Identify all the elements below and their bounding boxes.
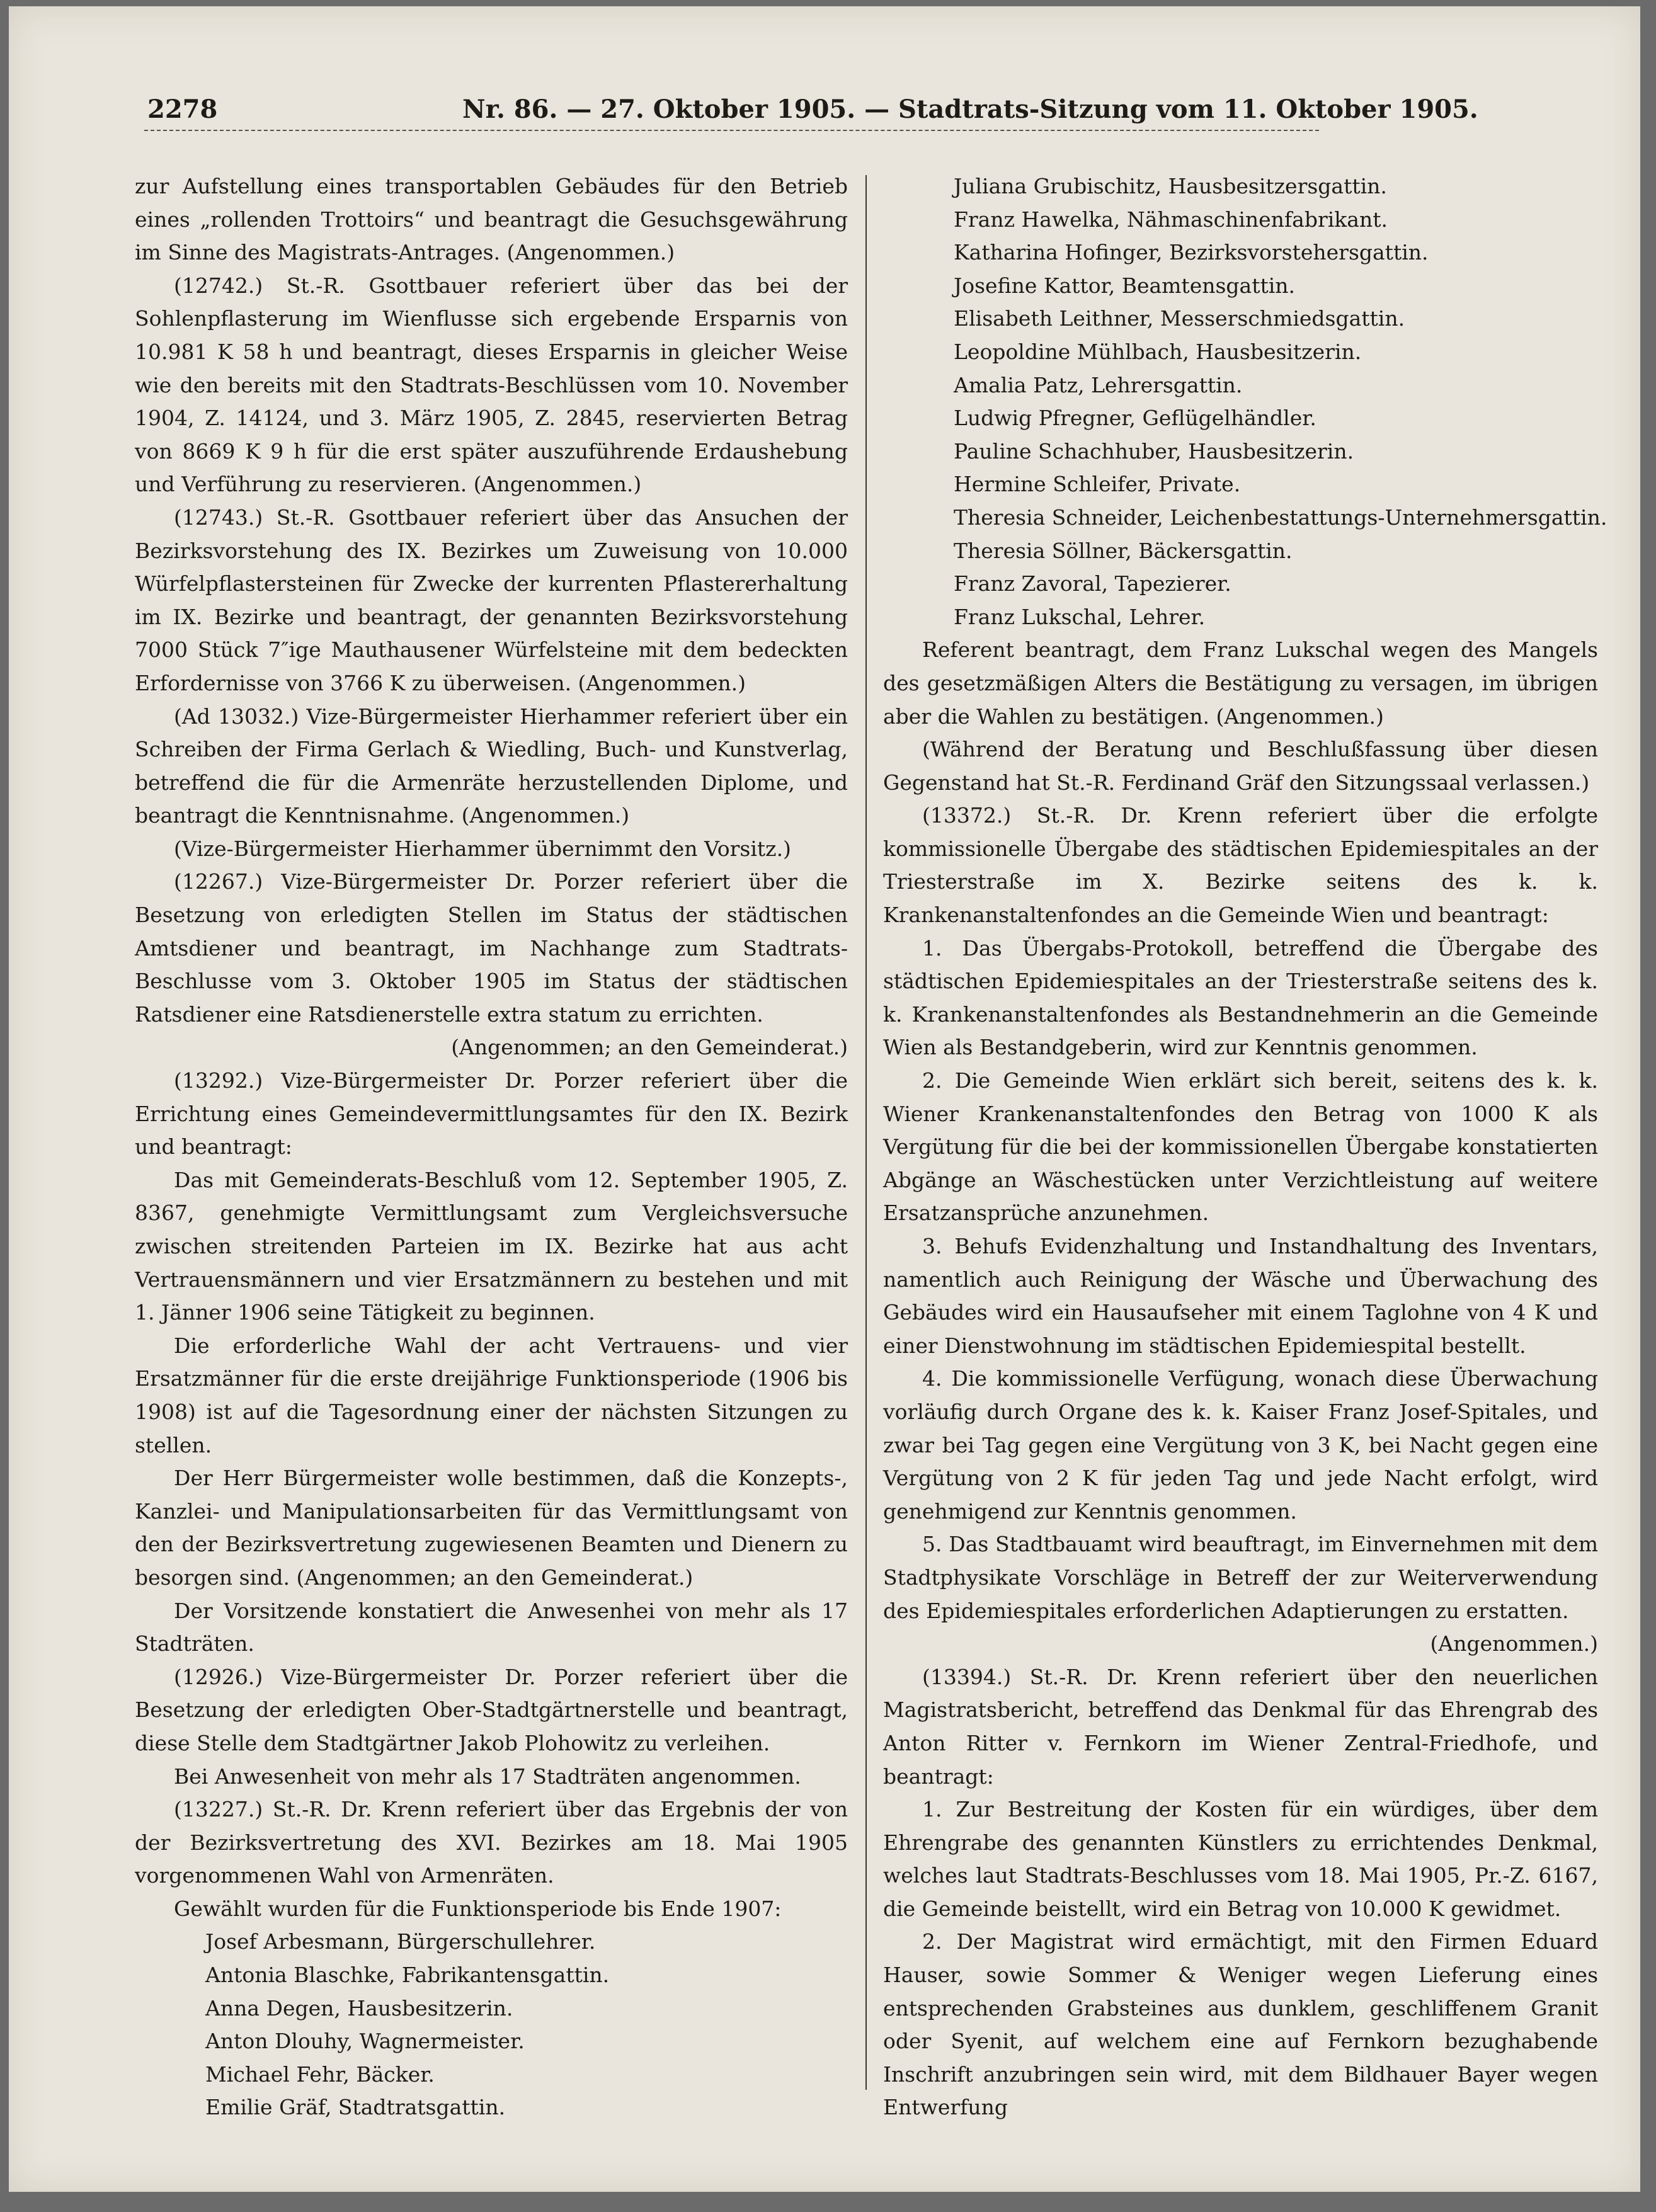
paragraph: 2. Der Magistrat wird ermächtigt, mit den Firmen Eduard Hauser, sowie Sommer & Weniger wegen Lieferung eines entsprechenden Grabsteines aus dunklem, geschliffenem Granit oder Syenit, auf welchem eine auf Fernkorn bezughabende Inschrift anzubringen sein wird, mit dem Bildhauer Bayer wegen Entwerfung [883, 1929, 1598, 2120]
paragraph: Gewählt wurden für die Funktionsperiode bis Ende 1907: [174, 1896, 782, 1921]
paragraph: 1. Das Übergabs-Protokoll, betreffend die Übergabe des städtischen Epidemiespitales an der Triesterstraße seitens des k. k. Krankenanstaltenfondes als Bestandnehmerin an die Gemeinde Wien als Bestandgeberin, wird zur Kenntnis genommen. [883, 935, 1598, 1060]
right-column [883, 170, 1607, 2124]
page-number: 2278 [147, 94, 218, 124]
list-item: Franz Zavoral, Tapezierer. [954, 571, 1231, 596]
paragraph: zur Aufstellung eines transportablen Gebäudes für den Betrieb eines „rollenden Trottoirs“ und beantragt die Gesuchsgewährung im Sinne des Magistrats-Antrages. (Angenommen.) [135, 174, 848, 265]
list-item: Antonia Blaschke, Fabrikantensgattin. [205, 1963, 610, 1988]
paragraph: (13227.) St.-R. Dr. Krenn referiert über das Ergebnis der von der Bezirksvertretung des XVI. Bezirkes am 18. Mai 1905 vorgenommenen Wahl von Armenräten. [135, 1797, 848, 1888]
paragraph: 3. Behufs Evidenzhaltung und Instandhaltung des Inventars, namentlich auch Reinigung der Wäsche und Überwachung des Gebäudes wird ein Hausaufseher mit einem Taglohne von 4 K und einer Dienstwohnung im städtischen Epidemiespital bestellt. [883, 1234, 1598, 1358]
list-item: Anna Degen, Hausbesitzerin. [205, 1995, 513, 2021]
paragraph: Referent beantragt, dem Franz Lukschal wegen des Mangels des gesetzmäßigen Alters die Bestätigung zu versagen, im übrigen aber die Wahlen zu bestätigen. (Angenommen.) [883, 637, 1598, 729]
paragraph: (12926.) Vize-Bürgermeister Dr. Porzer referiert über die Besetzung der erledigten Ober-Stadtgärtnerstelle und beantragt, diese Stelle dem Stadtgärtner Jakob Plohowitz zu verleihen. [135, 1664, 848, 1755]
paragraph: (Angenommen; an den Gemeinderat.) [451, 1035, 848, 1060]
list-item: Michael Fehr, Bäcker. [205, 2061, 435, 2087]
list-item: Anton Dlouhy, Wagnermeister. [205, 2029, 525, 2054]
paragraph: (Ad 13032.) Vize-Bürgermeister Hierhammer referiert über ein Schreiben der Firma Gerlach & Wiedling, Buch- und Kunstverlag, betreffend die für die Armenräte herzustellenden Diplome, und beantragt die Kenntnisnahme. (Angenommen.) [135, 704, 848, 828]
list-item: Franz Hawelka, Nähmaschinenfabrikant. [954, 207, 1388, 232]
list-item: Theresia Schneider, Leichenbestattungs-Unternehmersgattin. [954, 505, 1607, 530]
paragraph: Der Herr Bürgermeister wolle bestimmen, daß die Konzepts-, Kanzlei- und Manipulationsarbeiten für das Vermittlungsamt von den der Bezirksvertretung zugewiesenen Beamten und Dienern zu besorgen sind. (Angenommen; an den Gemeinderat.) [135, 1466, 848, 1590]
list-item: Ludwig Pfregner, Geflügelhändler. [954, 406, 1316, 431]
paragraph: (13372.) St.-R. Dr. Krenn referiert über die erfolgte kommissionelle Übergabe des städtischen Epidemiespitales an der Triesterstraße im X. Bezirke seitens des k. k. Krankenanstaltenfondes an die Gemeinde Wien und beantragt: [883, 803, 1598, 928]
list-item: Emilie Gräf, Stadtratsgattin. [205, 2095, 506, 2120]
paragraph: 2. Die Gemeinde Wien erklärt sich bereit, seitens des k. k. Wiener Krankenanstaltenfondes den Betrag von 1000 K als Vergütung für die bei der kommissionellen Übergabe konstatierten Abgänge an Wäschestücken unter Verzichtleistung auf weitere Ersatzansprüche anzunehmen. [883, 1068, 1598, 1226]
paragraph: (13394.) St.-R. Dr. Krenn referiert über den neuerlichen Magistratsbericht, betreffend das Denkmal für das Ehrengrab des Anton Ritter v. Fernkorn im Wiener Zentral-Friedhofe, und beantragt: [883, 1664, 1598, 1789]
header-rule [144, 130, 1319, 135]
paragraph: 1. Zur Bestreitung der Kosten für ein würdiges, über dem Ehrengrabe des genannten Künstlers zu errichtendes Denkmal, welches laut Stadtrats-Beschlusses vom 18. Mai 1905, Pr.-Z. 6167, die Gemeinde beistellt, wird ein Betrag von 10.000 K gewidmet. [883, 1797, 1598, 1921]
list-item: Elisabeth Leithner, Messerschmiedsgattin. [954, 306, 1405, 331]
newspaper-page [9, 6, 1640, 2192]
paragraph: (12267.) Vize-Bürgermeister Dr. Porzer referiert über die Besetzung von erledigten Stellen im Status der städtischen Amtsdiener und beantragt, im Nachhange zum Stadtrats-Beschlusse vom 3. Oktober 1905 im Status der städtischen Ratsdiener eine Ratsdienerstelle extra statum zu errichten. [135, 869, 848, 1027]
list-item: Pauline Schachhuber, Hausbesitzerin. [954, 438, 1354, 464]
list-item: Franz Lukschal, Lehrer. [954, 604, 1206, 629]
list-item: Juliana Grubischitz, Hausbesitzersgattin. [954, 174, 1387, 198]
paragraph: 5. Das Stadtbauamt wird beauftragt, im Einvernehmen mit dem Stadtphysikate Vorschläge in Betreff der zur Weiterverwendung des Epidemiespitales erforderlichen Adaptierungen zu erstatten. [883, 1532, 1598, 1623]
column-divider [865, 175, 867, 2090]
paragraph: Bei Anwesenheit von mehr als 17 Stadträten angenommen. [174, 1764, 801, 1789]
paragraph: Der Vorsitzende konstatiert die Anwesenhei von mehr als 17 Stadträten. [135, 1598, 848, 1656]
paragraph: (Während der Beratung und Beschlußfassung über diesen Gegenstand hat St.-R. Ferdinand Gräf den Sitzungssaal verlassen.) [883, 737, 1598, 795]
paragraph: (12742.) St.-R. Gsottbauer referiert über das bei der Sohlenpflasterung im Wienflusse sich ergebende Ersparnis von 10.981 K 58 h und beantragt, dieses Ersparnis in gleicher Weise wie den bereits mit den Stadtrats-Beschlüssen vom 10. November 1904, Z. 14124, und 3. März 1905, Z. 2845, reservierten Betrag von 8669 K 9 h für die erst später auszuführende Erdaushebung und Verführung zu reservieren. (Angenommen.) [135, 273, 848, 497]
list-item: Amalia Patz, Lehrersgattin. [954, 372, 1243, 397]
list-item: Josefine Kattor, Beamtensgattin. [954, 273, 1296, 298]
left-column [135, 170, 848, 2124]
list-item: Leopoldine Mühlbach, Hausbesitzerin. [954, 339, 1362, 364]
paragraph: (12743.) St.-R. Gsottbauer referiert über das Ansuchen der Bezirksvorstehung des IX. Bezirkes um Zuweisung von 10.000 Würfelpflastersteinen für Zwecke der kurrenten Pflastererhaltung im IX. Bezirke und beantragt, der genannten Bezirksvorstehung 7000 Stück 7″ige Mauthausener Würfelsteine mit dem bedeckten Erfordernisse von 3766 K zu überweisen. (Angenommen.) [135, 505, 848, 695]
list-item: Josef Arbesmann, Bürgerschullehrer. [205, 1929, 596, 1954]
paragraph: (Vize-Bürgermeister Hierhammer übernimmt den Vorsitz.) [174, 836, 791, 861]
paragraph: (Angenommen.) [1430, 1631, 1598, 1656]
paragraph: Die erforderliche Wahl der acht Vertrauens- und vier Ersatzmänner für die erste dreijährige Funktionsperiode (1906 bis 1908) ist auf die Tagesordnung einer der nächsten Sitzungen zu stellen. [135, 1333, 848, 1457]
list-item: Theresia Söllner, Bäckersgattin. [954, 538, 1293, 563]
running-title: Nr. 86. — 27. Oktober 1905. — Stadtrats-Sitzung vom 11. Oktober 1905. [462, 94, 1478, 124]
paragraph: (13292.) Vize-Bürgermeister Dr. Porzer referiert über die Errichtung eines Gemeindevermittlungsamtes für den IX. Bezirk und beantragt: [135, 1068, 848, 1160]
paragraph: 4. Die kommissionelle Verfügung, wonach diese Überwachung vorläufig durch Organe des k. k. Kaiser Franz Josef-Spitales, und zwar bei Tag gegen eine Vergütung von 3 K, bei Nacht gegen eine Vergütung von 2 K für jeden Tag und jede Nacht erfolgt, wird genehmigend zur Kenntnis genommen. [883, 1366, 1598, 1524]
list-item: Katharina Hofinger, Bezirksvorstehersgattin. [954, 240, 1429, 265]
list-item: Hermine Schleifer, Private. [954, 472, 1241, 497]
paragraph: Das mit Gemeinderats-Beschluß vom 12. September 1905, Z. 8367, genehmigte Vermittlungsamt zum Vergleichsversuche zwischen streitenden Parteien im IX. Bezirke hat aus acht Vertrauensmännern und vier Ersatzmännern zu bestehen und mit 1. Jänner 1906 seine Tätigkeit zu beginnen. [135, 1167, 848, 1325]
